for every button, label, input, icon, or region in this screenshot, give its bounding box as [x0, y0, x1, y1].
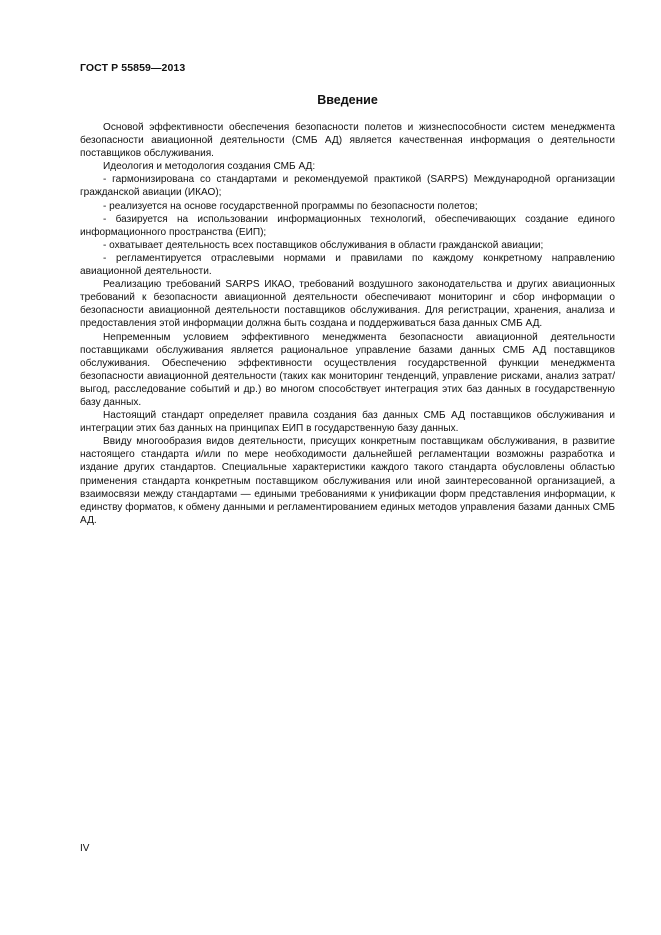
- list-item: - регламентируется отраслевыми нормами и правилами по каждому конкретному направлению авиационной деятельности.: [80, 252, 615, 278]
- list-item: - охватывает деятельность всех поставщиков обслуживания в области гражданской авиации;: [103, 239, 544, 251]
- list-item: - гармонизирована со стандартами и рекомендуемой практикой (SARPS) Международной организации гражданской авиации (ИКАО);: [80, 174, 615, 199]
- paragraph: Настоящий стандарт определяет правила создания баз данных СМБ АД поставщиков обслуживания и интеграции этих баз данных на принципах ЕИП в государственную базу данных.: [80, 410, 615, 435]
- document-header: ГОСТ Р 55859—2013: [80, 62, 186, 74]
- paragraph: Идеология и методология создания СМБ АД:: [103, 161, 316, 173]
- section-title: Введение: [317, 93, 378, 107]
- list-item: - реализуется на основе государственной программы по безопасности полетов;: [103, 200, 478, 212]
- introduction-body: [80, 121, 615, 527]
- list-item: - базируется на использовании информационных технологий, обеспечивающих создание единого информационного пространства (ЕИП);: [80, 213, 615, 238]
- page-number: IV: [80, 843, 90, 854]
- paragraph: Непременным условием эффективного менеджмента безопасности авиационной деятельности поставщиками обслуживания является рациональное управление базами данных СМБ АД поставщиков обслуживания. Обеспечению эффективности осуществления государственной функции менеджмента безопасности авиационной деятельности (таких как мониторинг тенденций, управление рисками, анализ затрат/выгод, расследование событий и др.) во многом способствует интеграция этих баз данных в государственную базу данных.: [80, 331, 615, 408]
- paragraph: Основой эффективности обеспечения безопасности полетов и жизнеспособности систем менеджмента безопасности авиационной деятельности (СМБ АД) является качественная информация о деятельности поставщиков обслуживания.: [80, 122, 615, 160]
- paragraph: Реализацию требований SARPS ИКАО, требований воздушного законодательства и других авиационных требований к безопасности авиационной деятельности обеспечивают мониторинг и сбор информации о безопасности авиационной деятельности поставщиков обслуживания. Для регистрации, хранения, анализа и предоставления этой информации должна быть создана и поддерживаться база данных СМБ АД.: [80, 279, 615, 330]
- paragraph: Ввиду многообразия видов деятельности, присущих конкретным поставщикам обслуживания, в развитие настоящего стандарта и/или по мере необходимости дальнейшей регламентации возможны разработка и издание других стандартов. Специальные характеристики каждого такого стандарта обусловлены областью применения стандарта конкретным поставщиком обслуживания или иной заинтересованной организацией, а взаимосвязи между стандартами — едиными требованиями к унификации форм представления информации, к единству форматов, к обмену данными и регламентированием единых методов управления базами данных СМБ АД.: [80, 436, 615, 526]
